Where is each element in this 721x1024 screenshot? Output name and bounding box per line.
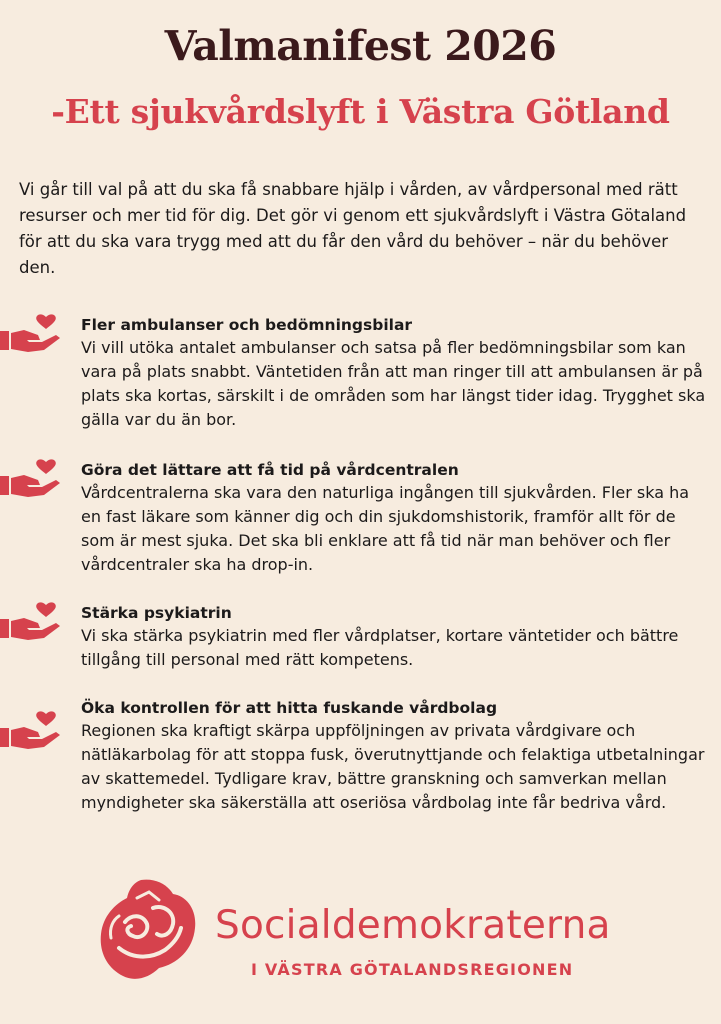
hand-holding-heart-icon (0, 314, 62, 354)
hand-holding-heart-icon (0, 459, 62, 499)
section-heading: Stärka psykiatrin (81, 604, 232, 622)
hand-holding-heart-icon (0, 602, 62, 642)
section-body: Vi vill utöka antalet ambulanser och satsa på fler bedömningsbilar som kan vara på plats snabbt. Väntetiden från att man ringer till att ambulansen är på plats ska kortas, särskilt i de områden som har längst tider idag. Trygghet ska gälla var du än bor. (81, 338, 706, 429)
hand-holding-heart-icon (0, 711, 62, 751)
party-name: Socialdemokraterna (215, 903, 611, 948)
intro-paragraph: Vi går till val på att du ska få snabbare hjälp i vården, av vårdpersonal med rätt resurser och mer tid för dig. Det gör vi genom ett sjukvårdslyft i Västra Götaland för att du ska vara trygg med att du får den vård du behöver – när du behöver den. (19, 180, 687, 277)
section-body: Regionen ska kraftigt skärpa uppföljningen av privata vårdgivare och nätläkarbolag för att stoppa fusk, överutnyttjande och felaktiga utbetalningar av skattemedel. Tydligare krav, bättre granskning och samverkan mellan myndigheter ska säkerställa att oseriösa vårdbolag inte får bedriva vård. (81, 721, 705, 812)
section-heading: Öka kontrollen för att hitta fuskande vårdbolag (81, 699, 498, 717)
section-body: Vårdcentralerna ska vara den naturliga ingången till sjukvården. Fler ska ha en fast läkare som känner dig och din sjukdomshistorik, framför allt för de som är mest sjuka. Det ska bli enklare att få tid när man behöver och fler vårdcentraler ska ha drop-in. (81, 483, 690, 574)
party-region: I VÄSTRA GÖTALANDSREGIONEN (251, 960, 574, 979)
section-body: Vi ska stärka psykiatrin med fler vårdplatser, kortare väntetider och bättre tillgång till personal med rätt kompetens. (81, 626, 679, 669)
page-subtitle: -Ett sjukvårdslyft i Västra Götland (51, 92, 670, 131)
rose-logo-icon (97, 878, 199, 982)
page-title: Valmanifest 2026 (164, 22, 557, 70)
section-heading: Göra det lättare att få tid på vårdcentralen (81, 461, 459, 479)
section-heading: Fler ambulanser och bedömningsbilar (81, 316, 413, 334)
